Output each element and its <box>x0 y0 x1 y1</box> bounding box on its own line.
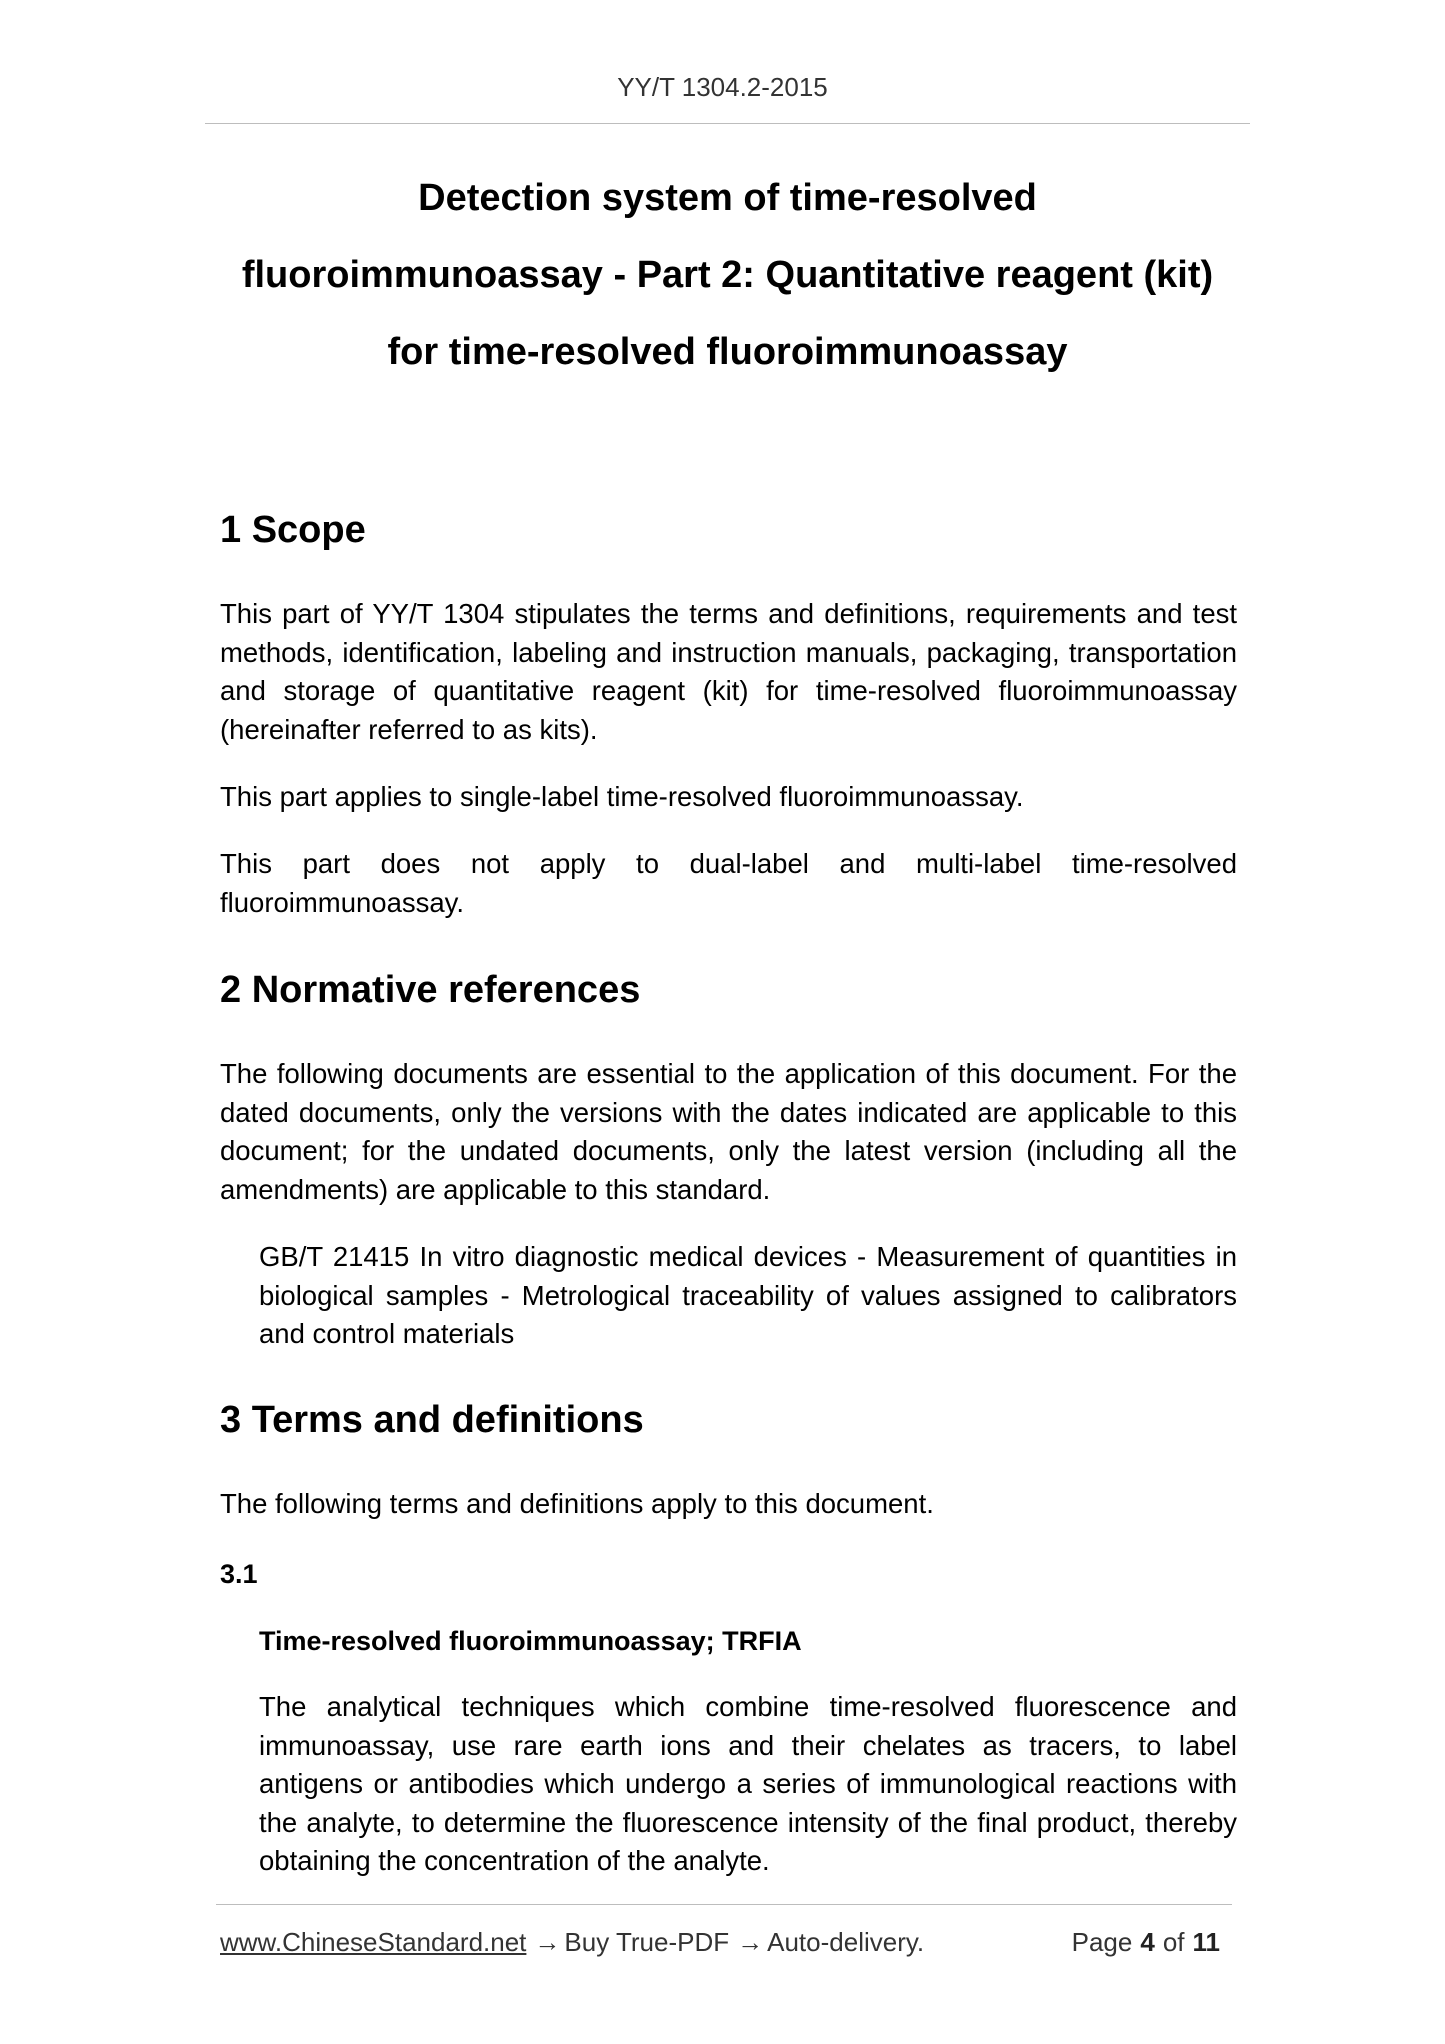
page-label: Page <box>1071 1927 1133 1957</box>
delivery-text: Auto-delivery. <box>767 1927 925 1957</box>
header-doc-code: YY/T 1304.2-2015 <box>617 72 828 102</box>
page-current: 4 <box>1140 1927 1155 1957</box>
footer-divider <box>216 1904 1232 1905</box>
normative-reference-item: GB/T 21415 In vitro diagnostic medical devices - Measurement of quantities in biological samples - Metrological traceability of values assigned to calibrators and control materials <box>259 1241 1237 1349</box>
document-title <box>205 160 1250 391</box>
section-heading-scope: 1 Scope <box>220 509 366 551</box>
term-title: Time-resolved fluoroimmunoassay; TRFIA <box>259 1626 802 1656</box>
footer <box>220 1924 1232 1960</box>
scope-paragraph-3: This part does not apply to dual-label and multi-label time-resolved fluoroimmunoassay. <box>220 848 1237 918</box>
website-link[interactable]: www.ChineseStandard.net <box>220 1927 527 1957</box>
buy-text: Buy True-PDF <box>564 1927 730 1957</box>
of-label: of <box>1162 1927 1185 1957</box>
arrow-right-icon: → <box>737 1927 764 1957</box>
terms-paragraph-1: The following terms and definitions apply to this document. <box>220 1488 934 1519</box>
scope-paragraph-2: This part applies to single-label time-resolved fluoroimmunoassay. <box>220 781 1024 812</box>
scope-paragraph-1: This part of YY/T 1304 stipulates the terms and definitions, requirements and test methods, identification, labeling and instruction manuals, packaging, transportation and storage of quantitative reagent (kit) for time-resolved fluoroimmunoassay (hereinafter referred to as kits). <box>220 598 1237 745</box>
arrow-right-icon: → <box>534 1927 561 1957</box>
section-heading-terms-definitions: 3 Terms and definitions <box>220 1399 644 1441</box>
title-line-1: Detection system of time-resolved <box>418 177 1037 219</box>
footer-left <box>220 1924 924 1960</box>
normative-paragraph-1: The following documents are essential to the application of this document. For the dated documents, only the versions with the dates indicated are applicable to this document; for the undated documents, only the latest version (including all the amendments) are applicable to this standard. <box>220 1058 1237 1205</box>
term-number: 3.1 <box>220 1559 258 1589</box>
page-total: 11 <box>1192 1927 1220 1957</box>
section-heading-normative-references: 2 Normative references <box>220 969 641 1011</box>
page-indicator <box>1072 1924 1228 1960</box>
title-line-3: for time-resolved fluoroimmunoassay <box>387 331 1068 373</box>
header-divider <box>205 123 1250 124</box>
term-definition: The analytical techniques which combine time-resolved fluorescence and immunoassay, use rare earth ions and their chelates as tracers, to label antigens or antibodies which undergo a series of immunological reactions with the analyte, to determine the fluorescence intensity of the final product, thereby obtaining the concentration of the analyte. <box>259 1691 1237 1876</box>
title-line-2: fluoroimmunoassay - Part 2: Quantitative reagent (kit) <box>241 254 1214 296</box>
